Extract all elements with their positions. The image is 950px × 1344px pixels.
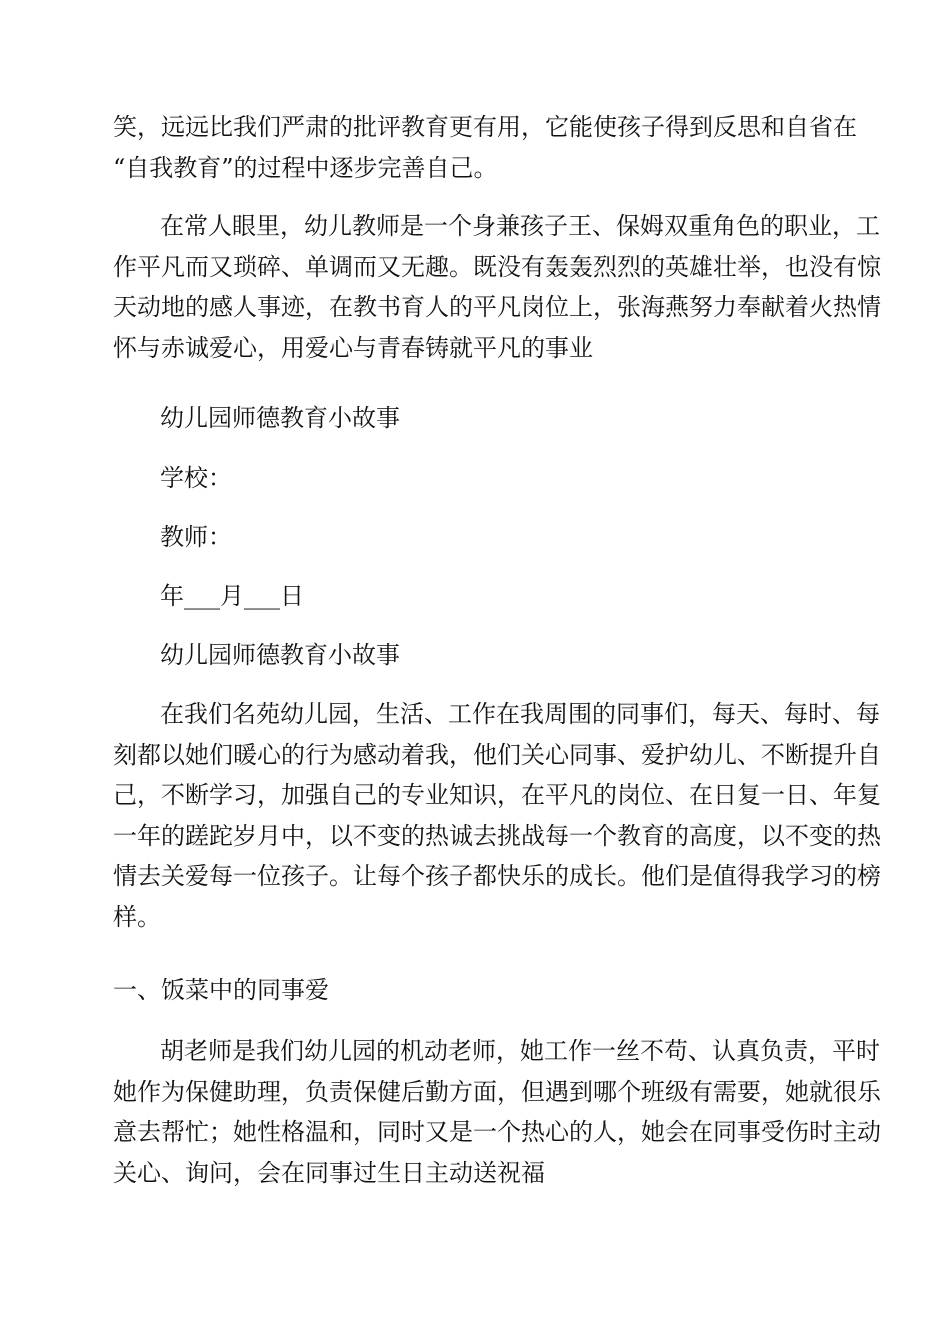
paragraph-colleagues bbox=[113, 694, 881, 937]
paragraph-line: 情去关爱每一位孩子。让每个孩子都快乐的成长。他们是值得我学习的榜 bbox=[113, 862, 881, 890]
paragraph-line: 笑，远远比我们严肃的批评教育更有用，它能使孩子得到反思和自省在 bbox=[113, 113, 857, 141]
paragraph-line: 天动地的感人事迹，在教书育人的平凡岗位上，张海燕努力奉献着火热情 bbox=[113, 293, 881, 321]
paragraph-line: “自我教育”的过程中逐步完善自己。 bbox=[113, 153, 498, 182]
paragraph-line: 己，不断学习，加强自己的专业知识，在平凡的岗位、在日复一日、年复 bbox=[113, 781, 881, 809]
paragraph-line: 怀与赤诚爱心，用爱心与青春铸就平凡的事业 bbox=[113, 333, 593, 362]
paragraph-line: 她作为保健助理，负责保健后勤方面，但遇到哪个班级有需要，她就很乐 bbox=[113, 1077, 881, 1106]
paragraph-line: 关心、询问，会在同事过生日主动送祝福 bbox=[113, 1158, 545, 1187]
paragraph-line: 样。 bbox=[113, 902, 161, 931]
story-title-repeat: 幼儿园师德教育小故事 bbox=[160, 641, 400, 669]
paragraph-line: 胡老师是我们幼儿园的机动老师，她工作一丝不苟、认真负责，平时 bbox=[160, 1037, 880, 1065]
school-label: 学校： bbox=[160, 464, 232, 492]
paragraph-teacher-hu bbox=[113, 1031, 881, 1193]
date-line: 年___月___日 bbox=[160, 582, 304, 610]
paragraph-line: 在常人眼里，幼儿教师是一个身兼孩子王、保姆双重角色的职业，工 bbox=[160, 212, 880, 240]
paragraph-kindergarten-teacher bbox=[113, 206, 881, 368]
paragraph-line: 刻都以她们暖心的行为感动着我，他们关心同事、爱护幼儿、不断提升自 bbox=[113, 740, 881, 769]
section-heading: 一、饭菜中的同事爱 bbox=[113, 976, 329, 1004]
paragraph-line: 作平凡而又琐碎、单调而又无趣。既没有轰轰烈烈的英雄壮举，也没有惊 bbox=[113, 252, 881, 281]
paragraph-continuation bbox=[113, 107, 857, 188]
story-title: 幼儿园师德教育小故事 bbox=[160, 404, 400, 432]
paragraph-line: 一年的蹉跎岁月中，以不变的热诚去挑战每一个教育的高度，以不变的热 bbox=[113, 821, 881, 850]
teacher-label: 教师： bbox=[160, 523, 232, 551]
paragraph-line: 在我们名苑幼儿园，生活、工作在我周围的同事们，每天、每时、每 bbox=[160, 700, 880, 728]
paragraph-line: 意去帮忙；她性格温和，同时又是一个热心的人，她会在同事受伤时主动 bbox=[113, 1118, 881, 1146]
